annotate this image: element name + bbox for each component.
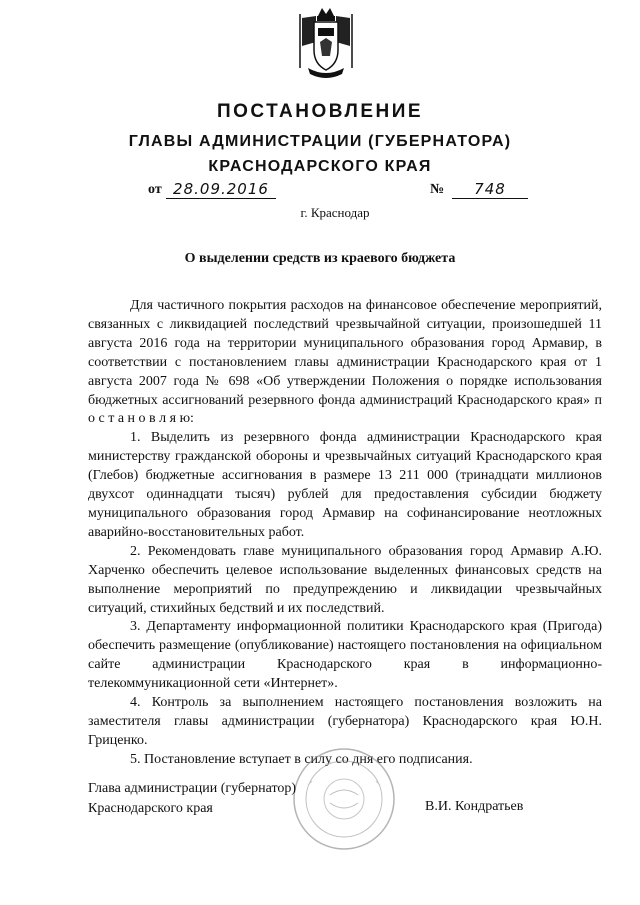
issuer-line: ГЛАВЫ АДМИНИСТРАЦИИ (ГУБЕРНАТОРА) (128, 133, 512, 150)
clause-paragraph: 3. Департаменту информационной политики Краснодарского края (Пригода) обеспечить размещение (опубликование) настоящего постановления на официальном сайте администрации Краснодарского края в информационно-телекоммуникационной сети «Интернет». (88, 619, 602, 692)
number-prefix: № (430, 182, 445, 197)
city-line: г. Краснодар (300, 205, 370, 220)
document-number: 748 (452, 180, 528, 199)
date-prefix: от (148, 182, 162, 197)
seal-stamp-icon (290, 745, 398, 853)
position-line: Глава администрации (губернатор) (88, 781, 297, 796)
signatory-position (88, 779, 296, 819)
clause-paragraph: 4. Контроль за выполнением настоящего постановления возложить на заместителя главы администрации (губернатора) Краснодарского края Ю.Н. Гриценко. (88, 695, 602, 748)
preamble-paragraph: Для частичного покрытия расходов на финансовое обеспечение мероприятий, связанных с ликвидацией последствий чрезвычайной ситуации, произошедшей 11 августа 2016 года на территории муниципального образования город Армавир, в соответствии с постановлением главы администрации Краснодарского края от 1 августа 2007 года № 698 «Об утверждении Положения о порядке использования бюджетных ассигнований резервного фонда администраций Краснодарского края» п о с т а н о в л я ю: (88, 298, 602, 427)
clause-paragraph: 1. Выделить из резервного фонда администрации Краснодарского края министерству гражданской обороны и чрезвычайных ситуаций Краснодарского края (Глебов) бюджетные ассигнования в размере 13 211 000 (тринадцати миллионов двухсот одиннадцати тысяч) рублей для предоставления субсидии бюджету муниципального образования город Армавир на софинансирование неотложных аварийно-восстановительных работ. (88, 430, 602, 540)
signatory-name: В.И. Кондратьев (425, 799, 524, 814)
document-subject: О выделении средств из краевого бюджета (184, 251, 456, 266)
position-line: Краснодарского края (88, 801, 213, 816)
clause-paragraph: 5. Постановление вступает в силу со дня его подписания. (130, 751, 473, 767)
clause-paragraph: 2. Рекомендовать главе муниципального образования город Армавир А.Ю. Харченко обеспечить целевое использование выделенных финансовых средств на выполнение мероприятий по предупреждению и ликвидации чрезвычайных ситуаций, стихийных бедствий и их последствий. (88, 543, 602, 616)
document-date: 28.09.2016 (166, 180, 276, 199)
coat-of-arms-icon (296, 6, 356, 82)
document-type-title: ПОСТАНОВЛЕНИЕ (216, 101, 424, 122)
region-line: КРАСНОДАРСКОГО КРАЯ (208, 158, 432, 175)
document-body (88, 297, 602, 770)
